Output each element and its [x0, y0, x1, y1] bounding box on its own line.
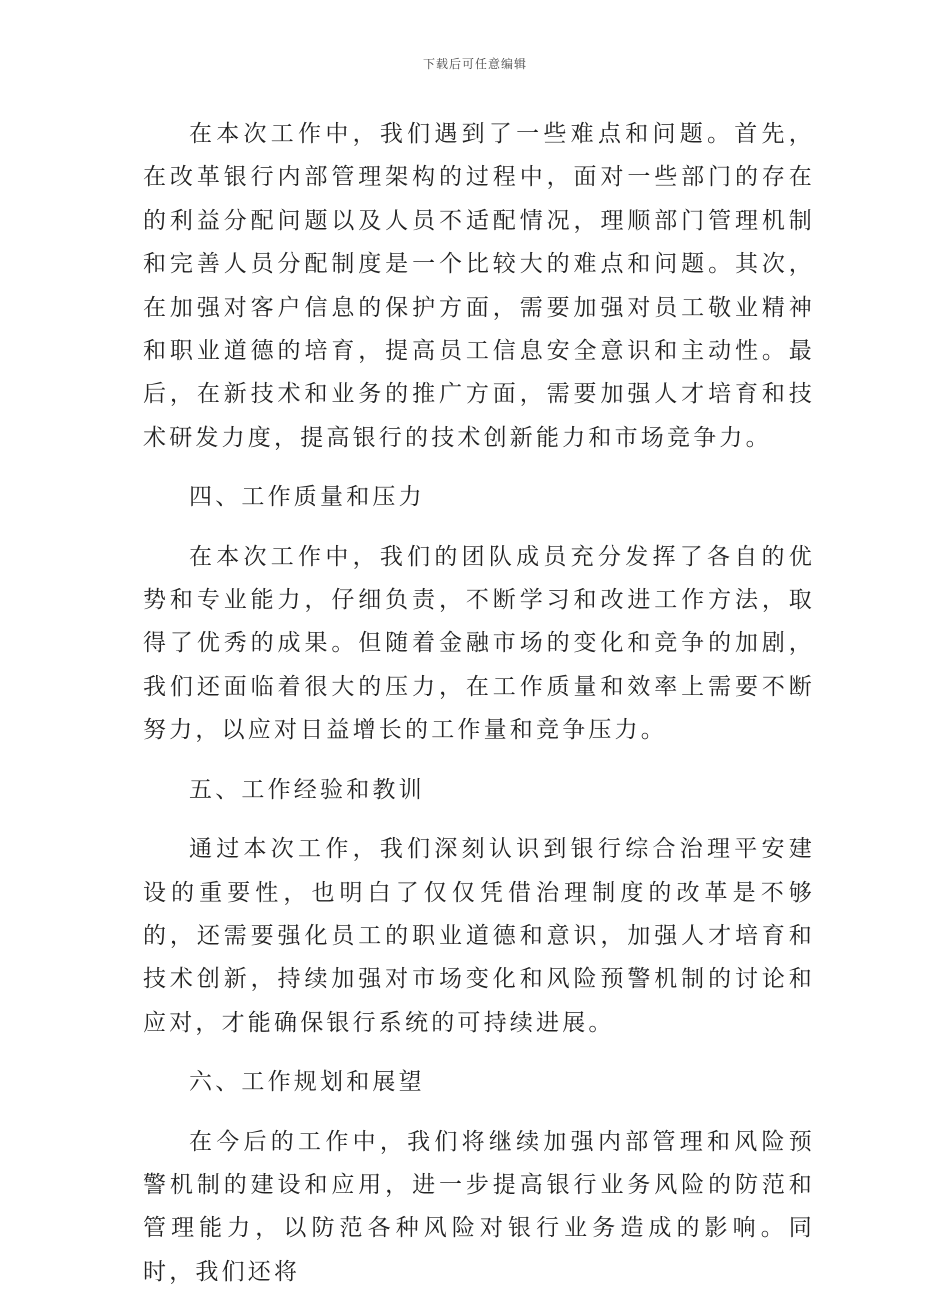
document-body — [143, 113, 815, 1294]
paragraph-difficulties: 在本次工作中，我们遇到了一些难点和问题。首先，在改革银行内部管理架构的过程中，面对一些部门的存在的利益分配问题以及人员不适配情况，理顺部门管理机制和完善人员分配制度是一个比较大的难点和问题。其次，在加强对客户信息的保护方面，需要加强对员工敬业精神和职业道德的培育，提高员工信息安全意识和主动性。最后，在新技术和业务的推广方面，需要加强人才培育和技术研发力度，提高银行的技术创新能力和市场竞争力。 — [143, 121, 815, 451]
heading-plan-outlook: 六、工作规划和展望 — [189, 1069, 425, 1096]
paragraph-experience-lessons: 通过本次工作，我们深刻认识到银行综合治理平安建设的重要性，也明白了仅仅凭借治理制度的改革是不够的，还需要强化员工的职业道德和意识，加强人才培育和技术创新，持续加强对市场变化和风险预警机制的讨论和应对，才能确保银行系统的可持续进展。 — [143, 836, 815, 1036]
heading-experience-lessons: 五、工作经验和教训 — [189, 776, 425, 803]
paragraph-plan-outlook: 在今后的工作中，我们将继续加强内部管理和风险预警机制的建设和应用，进一步提高银行业务风险的防范和管理能力，以防范各种风险对银行业务造成的影响。同时，我们还将 — [143, 1128, 815, 1285]
spacer — [143, 1045, 815, 1061]
heading-quality-pressure: 四、工作质量和压力 — [189, 484, 425, 511]
spacer — [143, 1105, 815, 1121]
spacer — [143, 753, 815, 769]
paragraph-quality-pressure: 在本次工作中，我们的团队成员充分发挥了各自的优势和专业能力，仔细负责，不断学习和改进工作方法，取得了优秀的成果。但随着金融市场的变化和竞争的加剧，我们还面临着很大的压力，在工作质量和效率上需要不断努力，以应对日益增长的工作量和竞争压力。 — [143, 543, 815, 744]
spacer — [143, 460, 815, 476]
page-header: 下载后可任意编辑 — [422, 57, 527, 71]
spacer — [143, 812, 815, 828]
spacer — [143, 520, 815, 536]
